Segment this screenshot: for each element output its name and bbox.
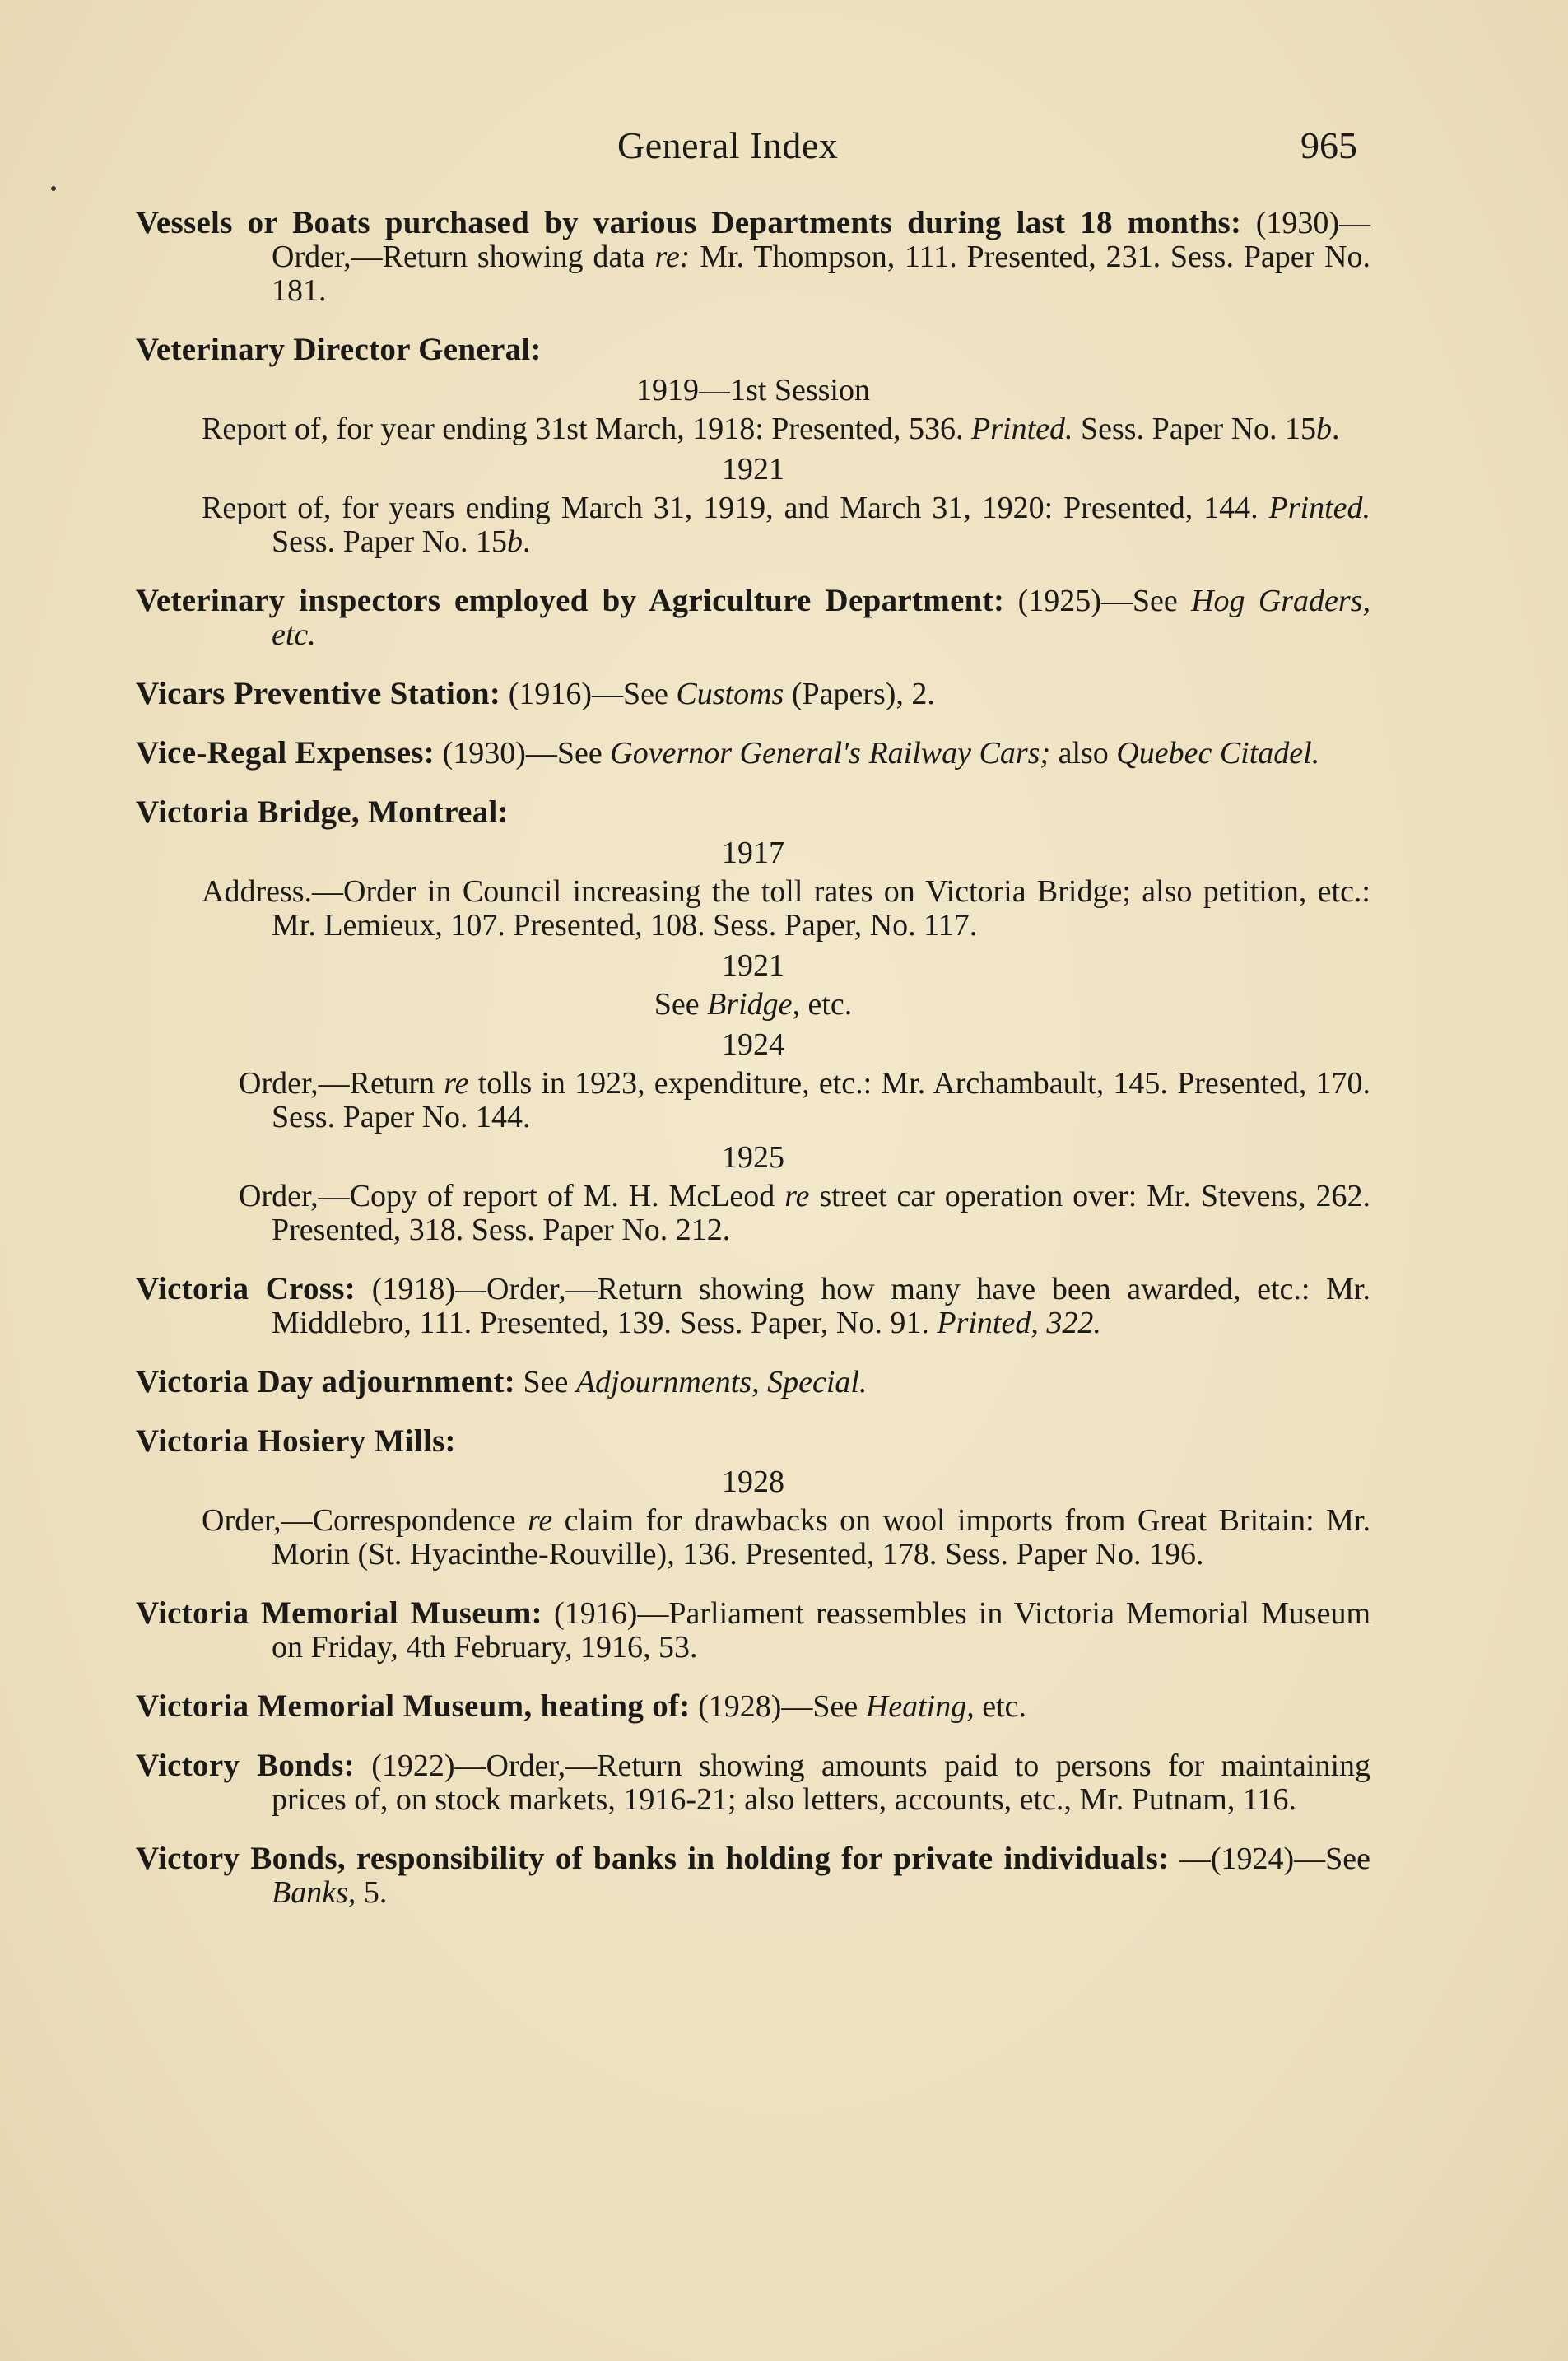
entry-term: Victoria Memorial Museum: [136,1595,542,1631]
year-heading: 1925 [722,1140,784,1175]
entry-term: Vicars Preventive Station: [136,676,501,711]
page-number: 965 [1300,124,1357,166]
year-heading: 1928 [722,1465,784,1499]
year-heading: 1917 [722,836,784,870]
year-heading: 1924 [722,1027,784,1062]
year-heading: 1919—1st Session [636,373,870,407]
ink-speck [51,186,56,191]
entry-victoria-cross: Victoria Cross: (1918)—Order,—Return showing how many have been awarded, etc.: Mr. Middlebro, 111. Presented, 139. Sess. Paper, No. 91. Printed, 322. [136,1271,1371,1340]
entry-term: Vice-Regal Expenses: [136,735,435,771]
entry-vice-regal: Vice-Regal Expenses: (1930)—See Governor General's Railway Cars; also Quebec Citadel. [136,735,1320,771]
entry-victory-bonds: Victory Bonds: (1922)—Order,—Return showing amounts paid to persons for maintaining prices of, on stock markets, 1916-21; also letters, accounts, etc., Mr. Putnam, 116. [136,1748,1370,1817]
entry-term: Victoria Day adjournment: [136,1364,515,1399]
entry-term: Victory Bonds, responsibility of banks in holding for private individuals: [136,1841,1170,1876]
year-heading: 1921 [722,948,784,983]
entry-victoria-hosiery: Victoria Hosiery Mills: 1928 Order,—Correspondence re claim for drawbacks on wool imports from Great Britain: Mr. Morin (St. Hyacinthe-Rouville), 136. Presented, 178. Sess. Paper No. 196. [136,1423,1371,1572]
entry-victoria-museum-heating: Victoria Memorial Museum, heating of: (1928)—See Heating, etc. [136,1688,1027,1724]
entry-term: Victoria Cross: [136,1271,356,1306]
entry-term: Vessels or Boats purchased by various Departments during last 18 months: [136,205,1242,240]
index-content [136,206,1370,1935]
entry-vessels: Vessels or Boats purchased by various Departments during last 18 months: (1930)—Order,—Return showing data re: Mr. Thompson, 111. Presented, 231. Sess. Paper No. 181. [136,205,1371,308]
entry-veterinary-director: Veterinary Director General: 1919—1st Session Report of, for year ending 31st March, 1918: Presented, 536. Printed. Sess. Paper No. 15b. 1921 Report of, for years ending March 31, 1919, and March 31, 1920: Presented, 144. Printed. Sess. Paper No. 15b. [136,332,1370,559]
entry-vicars: Vicars Preventive Station: (1916)—See Customs (Papers), 2. [136,676,935,711]
entry-term: Victoria Hosiery Mills: [136,1423,456,1459]
entry-victoria-bridge: Victoria Bridge, Montreal: 1917 Address.—Order in Council increasing the toll rates on Victoria Bridge; also petition, etc.: Mr. Lemieux, 107. Presented, 108. Sess. Paper, No. 117. 1921 See Bridge, etc. 1924 Order,—Return re tolls in 1923, expenditure, etc.: Mr. Archambault, 145. Presented, 170. Sess. Paper No. 144. 1925 Order,—Copy of report of M. H. McLeod re street car operation over: Mr. Stevens, 262. Presented, 318. Sess. Paper No. 212. [136,794,1371,1247]
entry-term: Victoria Memorial Museum, heating of: [136,1688,691,1724]
entry-term: Victoria Bridge, Montreal: [136,794,509,830]
entry-victoria-day: Victoria Day adjournment: See Adjournments, Special. [136,1364,868,1399]
running-title: General Index [617,124,839,166]
year-heading: 1921 [722,452,784,487]
entry-term: Veterinary inspectors employed by Agriculture Department: [136,583,1005,618]
entry-term: Victory Bonds: [136,1748,355,1783]
entry-victory-bonds-banks: Victory Bonds, responsibility of banks in holding for private individuals: —(1924)—See Banks, 5. [136,1841,1371,1910]
page-header [0,123,1568,181]
entry-veterinary-inspectors: Veterinary inspectors employed by Agriculture Department: (1925)—See Hog Graders, etc. [136,583,1370,652]
entry-victoria-museum: Victoria Memorial Museum: (1916)—Parliament reassembles in Victoria Memorial Museum on Friday, 4th February, 1916, 53. [136,1595,1370,1665]
entry-term: Veterinary Director General: [136,332,542,367]
